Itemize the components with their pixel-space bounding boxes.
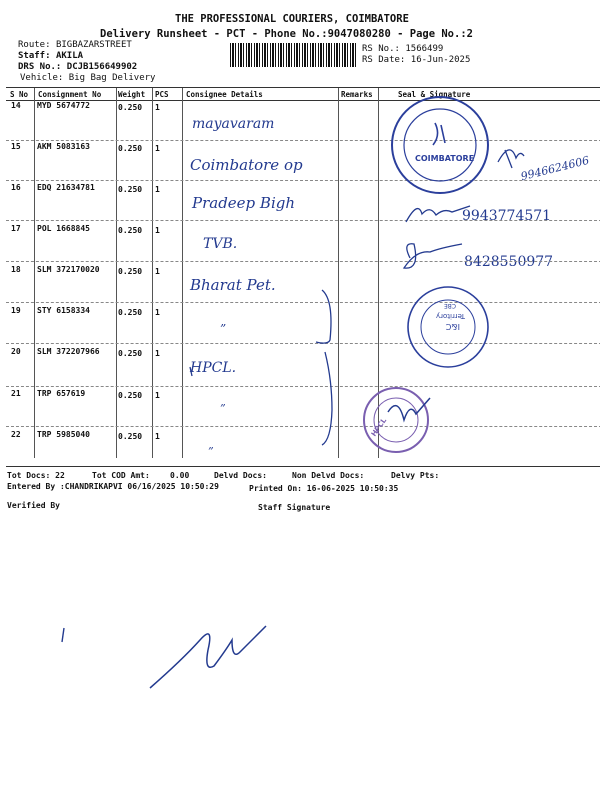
pcs-cell: 1 xyxy=(155,103,160,112)
delvd-docs: Delvd Docs: xyxy=(214,471,267,480)
weight-cell: 0.250 xyxy=(118,432,143,441)
consignment-cell: AKM 5083163 xyxy=(37,142,90,151)
staff-signature-label: Staff Signature xyxy=(258,503,331,512)
staff-value: AKILA xyxy=(55,51,84,61)
pcs-cell: 1 xyxy=(155,267,160,276)
consignment-cell: STY 6158334 xyxy=(37,306,90,315)
runsheet-subtitle: Delivery Runsheet - PCT - Phone No.:9047080280 - Page No.:2 xyxy=(100,28,473,40)
staff-label: Staff: xyxy=(18,51,51,61)
verified-by: Verified By xyxy=(7,501,60,510)
pcs-cell: 1 xyxy=(155,226,160,235)
delvy-pts: Delvy Pts: xyxy=(391,471,440,480)
sno-cell: 16 xyxy=(11,183,21,192)
sno-cell: 15 xyxy=(11,142,21,151)
consignee-handwriting: TVB. xyxy=(203,236,238,252)
signature-row16 xyxy=(406,206,470,222)
consignment-cell: MYD 5674772 xyxy=(37,101,90,110)
non-delvd-docs: Non Delvd Docs: xyxy=(292,471,365,480)
weight-cell: 0.250 xyxy=(118,144,143,153)
route-value: BIGBAZARSTREET xyxy=(55,40,132,50)
consignment-cell: TRP 657619 xyxy=(37,389,86,398)
stamp1-text: COIMBATORE xyxy=(415,154,475,163)
vehicle-label: Vehicle: xyxy=(20,73,64,83)
sno-cell: 17 xyxy=(11,224,21,233)
consignee-handwriting: HPCL. xyxy=(190,360,237,376)
tot-cod-label: Tot COD Amt: xyxy=(92,471,150,480)
pcs-cell: 1 xyxy=(155,185,160,194)
col-header-remarks: Remarks xyxy=(341,90,373,99)
signature-phone: 9946624606 xyxy=(519,153,591,184)
tot-cod-value: 0.00 xyxy=(170,471,190,480)
consignment-cell: SLM 372170020 xyxy=(37,265,100,274)
consignment-cell: POL 1668845 xyxy=(37,224,90,233)
verified-mark xyxy=(62,628,64,642)
consignee-handwriting: ” xyxy=(208,445,214,458)
entered-by: Entered By :CHANDRIKAPVI 06/16/2025 10:50:29 xyxy=(7,482,219,491)
signature-row17 xyxy=(404,244,462,268)
consignment-cell: TRP 5985040 xyxy=(37,430,90,439)
pcs-cell: 1 xyxy=(155,144,160,153)
weight-cell: 0.250 xyxy=(118,391,143,400)
consignee-handwriting: mayavaram xyxy=(192,116,275,132)
route-label: Route: xyxy=(18,40,51,50)
col-header-sno: S No xyxy=(10,90,29,99)
consignee-handwriting: Coimbatore op xyxy=(190,156,303,174)
weight-cell: 0.250 xyxy=(118,267,143,276)
company-name: THE PROFESSIONAL COURIERS, COIMBATORE xyxy=(175,13,409,25)
pcs-cell: 1 xyxy=(155,308,160,317)
sno-cell: 19 xyxy=(11,306,21,315)
rs-date-label: RS Date: xyxy=(362,55,406,65)
consignee-handwriting: Bharat Pet. xyxy=(190,276,276,294)
pcs-cell: 1 xyxy=(155,391,160,400)
consignee-handwriting: Pradeep Bigh xyxy=(192,194,296,212)
signature-phone: 9943774571 xyxy=(462,208,552,224)
sno-cell: 20 xyxy=(11,347,21,356)
sno-cell: 21 xyxy=(11,389,21,398)
rs-no-value: 1566499 xyxy=(405,44,444,54)
sno-cell: 22 xyxy=(11,430,21,439)
col-header-weight: Weight xyxy=(118,90,146,99)
consignee-handwriting: ” xyxy=(220,402,226,415)
vehicle-value: Big Bag Delivery xyxy=(68,73,156,83)
printed-on: Printed On: 16-06-2025 10:50:35 xyxy=(249,484,399,493)
col-header-pcs: PCS xyxy=(155,90,169,99)
stamp2-line3: Territory xyxy=(435,312,465,320)
consignee-handwriting: ” xyxy=(220,322,227,336)
weight-cell: 0.250 xyxy=(118,226,143,235)
stamp2-line1: CBE xyxy=(443,302,456,309)
drs-value: DCJB156649902 xyxy=(66,62,138,72)
col-header-consignment: Consignment No xyxy=(38,90,102,99)
sno-cell: 14 xyxy=(11,101,21,110)
consignment-cell: EDQ 21634781 xyxy=(37,183,95,192)
drs-label: DRS No.: xyxy=(18,62,62,72)
sno-cell: 18 xyxy=(11,265,21,274)
weight-cell: 0.250 xyxy=(118,349,143,358)
pcs-cell: 1 xyxy=(155,349,160,358)
stamp2-line2: I&C xyxy=(445,322,460,331)
signature-row15 xyxy=(498,150,524,168)
consignment-cell: SLM 372207966 xyxy=(37,347,100,356)
weight-cell: 0.250 xyxy=(118,103,143,112)
rs-date-value: 16-Jun-2025 xyxy=(410,55,471,65)
tot-docs: Tot Docs: 22 xyxy=(7,471,65,480)
signature-row21 xyxy=(388,398,430,420)
signature-phone: 8428550977 xyxy=(464,254,554,270)
pcs-cell: 1 xyxy=(155,432,160,441)
staff-signature-scribble xyxy=(150,626,266,688)
stamp3-text: HPCL xyxy=(369,416,389,439)
weight-cell: 0.250 xyxy=(118,308,143,317)
col-header-consignee: Consignee Details xyxy=(186,90,263,99)
weight-cell: 0.250 xyxy=(118,185,143,194)
col-header-signature: Seal & Signature xyxy=(398,90,471,99)
rs-no-label: RS No.: xyxy=(362,44,400,54)
